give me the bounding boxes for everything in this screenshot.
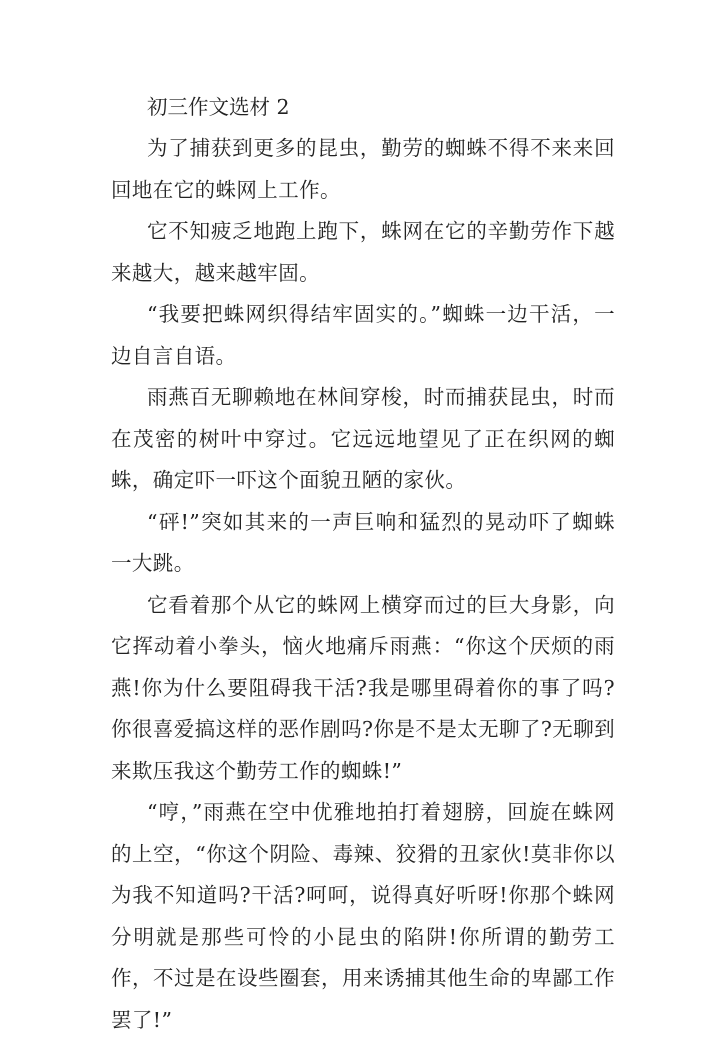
paragraph: 它不知疲乏地跑上跑下，蛛网在它的辛勤劳作下越来越大，越来越牢固。 <box>111 219 615 285</box>
paragraph: “哼，”雨燕在空中优雅地拍打着翅膀，回旋在蛛网的上空，“你这个阴险、毒辣、狡猾的丑家伙!莫非你以为我不知道吗?干活?呵呵，说得真好听呀!你那个蛛网分明就是那些可怜的小昆虫的陷阱!你所谓的勤劳工作，不过是在设些圈套，用来诱捕其他生命的卑鄙工作罢了!” <box>111 800 615 1032</box>
paragraph: 它看着那个从它的蛛网上横穿而过的巨大身影，向它挥动着小拳头，恼火地痛斥雨燕：“你这个厌烦的雨燕!你为什么要阻碍我干活?我是哪里碍着你的事了吗?你很喜爱搞这样的恶作剧吗?你是不是太无聊了?无聊到来欺压我这个勤劳工作的蜘蛛!” <box>111 592 615 783</box>
document-body <box>111 88 615 1041</box>
paragraph: 为了捕获到更多的昆虫，勤劳的蜘蛛不得不来来回回地在它的蛛网上工作。 <box>111 136 615 202</box>
paragraph: 雨燕百无聊赖地在林间穿梭，时而捕获昆虫，时而在茂密的树叶中穿过。它远远地望见了正在织网的蜘蛛，确定吓一吓这个面貌丑陋的家伙。 <box>111 385 615 492</box>
paragraph: “砰!”突如其来的一声巨响和猛烈的晃动吓了蜘蛛一大跳。 <box>111 509 615 575</box>
paragraph: “我要把蛛网织得结牢固实的。”蜘蛛一边干活，一边自言自语。 <box>111 302 615 368</box>
document-title: 初三作文选材 2 <box>147 95 290 119</box>
